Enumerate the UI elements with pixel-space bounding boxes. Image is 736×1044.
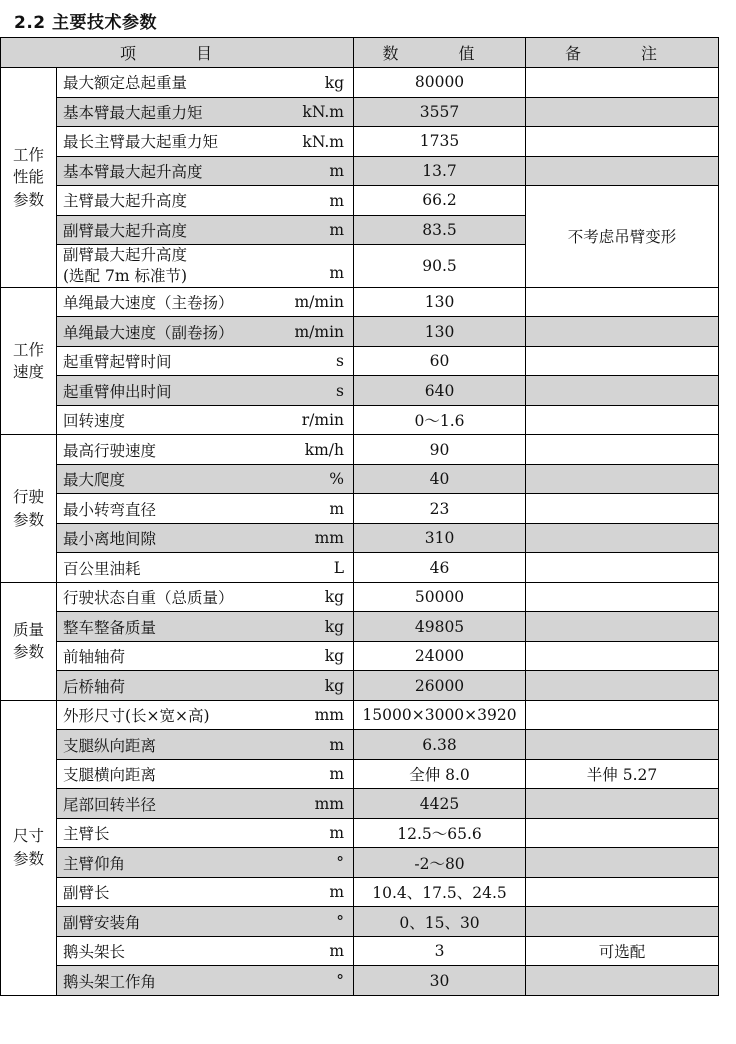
param-name-cell bbox=[57, 877, 354, 907]
param-name-cell bbox=[57, 523, 354, 553]
param-name-cell bbox=[57, 245, 354, 288]
table-row bbox=[1, 553, 719, 583]
param-name: 最高行驶速度 bbox=[63, 441, 157, 460]
section-title: 2.2 主要技术参数 bbox=[14, 13, 158, 33]
param-value: -2～80 bbox=[354, 848, 526, 878]
param-value: 66.2 bbox=[354, 186, 526, 216]
param-name-cell bbox=[57, 936, 354, 966]
param-value: 10.4、17.5、24.5 bbox=[354, 877, 526, 907]
param-unit: mm bbox=[314, 794, 345, 813]
param-unit: m bbox=[329, 765, 345, 784]
param-note bbox=[526, 966, 719, 996]
spec-table-body bbox=[1, 68, 719, 996]
group-label: 行驶 参数 bbox=[1, 435, 57, 583]
param-value: 全伸 8.0 bbox=[354, 759, 526, 789]
param-value: 640 bbox=[354, 376, 526, 406]
param-value: 3557 bbox=[354, 97, 526, 127]
param-note bbox=[526, 287, 719, 317]
table-row bbox=[1, 789, 719, 819]
group-label: 工作 性能 参数 bbox=[1, 68, 57, 288]
param-unit: m bbox=[329, 263, 345, 282]
table-row bbox=[1, 186, 719, 216]
group-label: 工作 速度 bbox=[1, 287, 57, 435]
param-unit: mm bbox=[314, 529, 345, 548]
param-unit: ° bbox=[336, 971, 345, 990]
table-row bbox=[1, 317, 719, 347]
param-name-cell bbox=[57, 641, 354, 671]
param-value: 3 bbox=[354, 936, 526, 966]
table-row bbox=[1, 671, 719, 701]
param-name: 后桥轴荷 bbox=[63, 677, 126, 696]
table-row bbox=[1, 641, 719, 671]
table-row bbox=[1, 848, 719, 878]
table-row bbox=[1, 700, 719, 730]
param-unit: m bbox=[329, 191, 345, 210]
param-name: 尾部回转半径 bbox=[63, 795, 157, 814]
param-unit: m bbox=[329, 883, 345, 902]
table-row bbox=[1, 612, 719, 642]
table-row bbox=[1, 582, 719, 612]
param-note bbox=[526, 405, 719, 435]
param-name: 回转速度 bbox=[63, 412, 126, 431]
param-value: 40 bbox=[354, 464, 526, 494]
param-unit: m/min bbox=[294, 293, 345, 312]
param-name: 支腿横向距离 bbox=[63, 766, 157, 785]
param-name-cell bbox=[57, 671, 354, 701]
param-note: 不考虑吊臂变形 bbox=[526, 186, 719, 288]
param-note bbox=[526, 156, 719, 186]
table-row bbox=[1, 523, 719, 553]
table-row bbox=[1, 730, 719, 760]
param-value: 15000×3000×3920 bbox=[354, 700, 526, 730]
param-name-cell bbox=[57, 464, 354, 494]
param-note bbox=[526, 671, 719, 701]
param-name: 单绳最大速度（主卷扬） bbox=[63, 294, 234, 313]
table-row bbox=[1, 346, 719, 376]
param-value: 6.38 bbox=[354, 730, 526, 760]
param-note bbox=[526, 376, 719, 406]
param-unit: r/min bbox=[301, 411, 345, 430]
param-name-cell bbox=[57, 759, 354, 789]
param-name-cell bbox=[57, 186, 354, 216]
header-row bbox=[1, 38, 719, 68]
table-row bbox=[1, 97, 719, 127]
param-note bbox=[526, 789, 719, 819]
param-value: 23 bbox=[354, 494, 526, 524]
param-value: 60 bbox=[354, 346, 526, 376]
param-name: 最大爬度 bbox=[63, 471, 126, 490]
param-note bbox=[526, 464, 719, 494]
param-unit: s bbox=[336, 381, 345, 400]
table-row bbox=[1, 435, 719, 465]
header-item: 项 目 bbox=[1, 38, 354, 68]
param-name: 支腿纵向距离 bbox=[63, 736, 157, 755]
table-row bbox=[1, 68, 719, 98]
param-value: 80000 bbox=[354, 68, 526, 98]
param-name-cell bbox=[57, 435, 354, 465]
param-name-cell bbox=[57, 68, 354, 98]
param-note bbox=[526, 582, 719, 612]
param-name: 主臂仰角 bbox=[63, 854, 126, 873]
param-name: 外形尺寸(长×宽×高) bbox=[63, 707, 210, 726]
param-name: 主臂长 bbox=[63, 825, 110, 844]
param-value: 30 bbox=[354, 966, 526, 996]
param-note bbox=[526, 317, 719, 347]
param-value: 90.5 bbox=[354, 245, 526, 288]
param-name: 最小离地间隙 bbox=[63, 530, 157, 549]
table-row bbox=[1, 287, 719, 317]
param-unit: kg bbox=[324, 676, 345, 695]
table-row bbox=[1, 405, 719, 435]
param-name: 副臂最大起升高度 (选配 7m 标准节) bbox=[63, 246, 188, 285]
param-name: 副臂安装角 bbox=[63, 913, 141, 932]
param-unit: m bbox=[329, 824, 345, 843]
param-note bbox=[526, 97, 719, 127]
param-name-cell bbox=[57, 156, 354, 186]
param-name: 鹅头架工作角 bbox=[63, 972, 157, 991]
param-name: 起重臂起臂时间 bbox=[63, 353, 172, 372]
table-row bbox=[1, 759, 719, 789]
param-name: 起重臂伸出时间 bbox=[63, 382, 172, 401]
param-note bbox=[526, 523, 719, 553]
param-name-cell bbox=[57, 215, 354, 245]
param-name: 副臂最大起升高度 bbox=[63, 221, 188, 240]
param-name-cell bbox=[57, 553, 354, 583]
param-unit: kg bbox=[324, 588, 345, 607]
param-value: 50000 bbox=[354, 582, 526, 612]
param-name-cell bbox=[57, 730, 354, 760]
param-value: 0、15、30 bbox=[354, 907, 526, 937]
param-name: 前轴轴荷 bbox=[63, 648, 126, 667]
param-name-cell bbox=[57, 818, 354, 848]
param-note bbox=[526, 907, 719, 937]
param-name-cell bbox=[57, 376, 354, 406]
param-unit: m bbox=[329, 499, 345, 518]
param-unit: mm bbox=[314, 706, 345, 725]
param-value: 46 bbox=[354, 553, 526, 583]
param-unit: kg bbox=[324, 73, 345, 92]
param-name-cell bbox=[57, 848, 354, 878]
group-label: 尺寸 参数 bbox=[1, 700, 57, 995]
param-unit: m bbox=[329, 221, 345, 239]
param-name-cell bbox=[57, 907, 354, 937]
table-row bbox=[1, 127, 719, 157]
table-row bbox=[1, 907, 719, 937]
param-note bbox=[526, 641, 719, 671]
param-name-cell bbox=[57, 346, 354, 376]
param-unit: L bbox=[333, 558, 345, 577]
param-name: 基本臂最大起升高度 bbox=[63, 162, 203, 181]
param-unit: kg bbox=[324, 617, 345, 636]
param-name: 单绳最大速度（副卷扬） bbox=[63, 323, 234, 342]
param-unit: kN.m bbox=[302, 103, 345, 121]
param-name: 最小转弯直径 bbox=[63, 500, 157, 519]
param-value: 12.5～65.6 bbox=[354, 818, 526, 848]
param-note bbox=[526, 877, 719, 907]
param-value: 130 bbox=[354, 287, 526, 317]
param-note bbox=[526, 346, 719, 376]
param-unit: m bbox=[329, 735, 345, 754]
param-unit: % bbox=[329, 470, 345, 489]
param-name: 主臂最大起升高度 bbox=[63, 192, 188, 211]
param-note bbox=[526, 553, 719, 583]
table-row bbox=[1, 818, 719, 848]
table-row bbox=[1, 156, 719, 186]
param-name-cell bbox=[57, 127, 354, 157]
param-name-cell bbox=[57, 317, 354, 347]
table-row bbox=[1, 936, 719, 966]
param-name-cell bbox=[57, 287, 354, 317]
param-note: 半伸 5.27 bbox=[526, 759, 719, 789]
param-note bbox=[526, 848, 719, 878]
param-value: 4425 bbox=[354, 789, 526, 819]
param-name-cell bbox=[57, 405, 354, 435]
header-note: 备 注 bbox=[526, 38, 719, 68]
param-name-cell bbox=[57, 966, 354, 996]
param-value: 83.5 bbox=[354, 215, 526, 245]
param-value: 26000 bbox=[354, 671, 526, 701]
param-note bbox=[526, 700, 719, 730]
param-name-cell bbox=[57, 700, 354, 730]
param-name: 整车整备质量 bbox=[63, 618, 157, 637]
param-value: 0～1.6 bbox=[354, 405, 526, 435]
param-unit: ° bbox=[336, 853, 345, 872]
header-value: 数 值 bbox=[354, 38, 526, 68]
param-name-cell bbox=[57, 612, 354, 642]
param-unit: m/min bbox=[294, 322, 345, 341]
param-name: 基本臂最大起重力矩 bbox=[63, 103, 203, 122]
param-name: 最长主臂最大起重力矩 bbox=[63, 133, 219, 152]
param-name-cell bbox=[57, 97, 354, 127]
group-label: 质量 参数 bbox=[1, 582, 57, 700]
param-unit: km/h bbox=[304, 440, 345, 459]
param-note bbox=[526, 730, 719, 760]
param-note: 可选配 bbox=[526, 936, 719, 966]
param-note bbox=[526, 435, 719, 465]
param-value: 130 bbox=[354, 317, 526, 347]
table-row bbox=[1, 376, 719, 406]
param-note bbox=[526, 818, 719, 848]
table-row bbox=[1, 464, 719, 494]
param-value: 24000 bbox=[354, 641, 526, 671]
param-name: 鹅头架长 bbox=[63, 943, 126, 962]
param-name: 副臂长 bbox=[63, 884, 110, 903]
param-note bbox=[526, 68, 719, 98]
param-note bbox=[526, 494, 719, 524]
param-name-cell bbox=[57, 789, 354, 819]
param-name: 百公里油耗 bbox=[63, 559, 141, 578]
table-row bbox=[1, 877, 719, 907]
param-note bbox=[526, 612, 719, 642]
param-value: 49805 bbox=[354, 612, 526, 642]
param-value: 90 bbox=[354, 435, 526, 465]
param-name-cell bbox=[57, 582, 354, 612]
param-unit: m bbox=[329, 162, 345, 180]
param-unit: kN.m bbox=[302, 132, 345, 151]
param-value: 13.7 bbox=[354, 156, 526, 186]
table-row bbox=[1, 494, 719, 524]
spec-table bbox=[0, 37, 719, 996]
param-value: 1735 bbox=[354, 127, 526, 157]
param-unit: ° bbox=[336, 912, 345, 931]
param-unit: kg bbox=[324, 647, 345, 666]
table-row bbox=[1, 966, 719, 996]
param-unit: m bbox=[329, 942, 345, 961]
param-name-cell bbox=[57, 494, 354, 524]
param-unit: s bbox=[336, 352, 345, 371]
param-name: 最大额定总起重量 bbox=[63, 74, 188, 93]
param-name: 行驶状态自重（总质量） bbox=[63, 589, 234, 608]
param-note bbox=[526, 127, 719, 157]
param-value: 310 bbox=[354, 523, 526, 553]
